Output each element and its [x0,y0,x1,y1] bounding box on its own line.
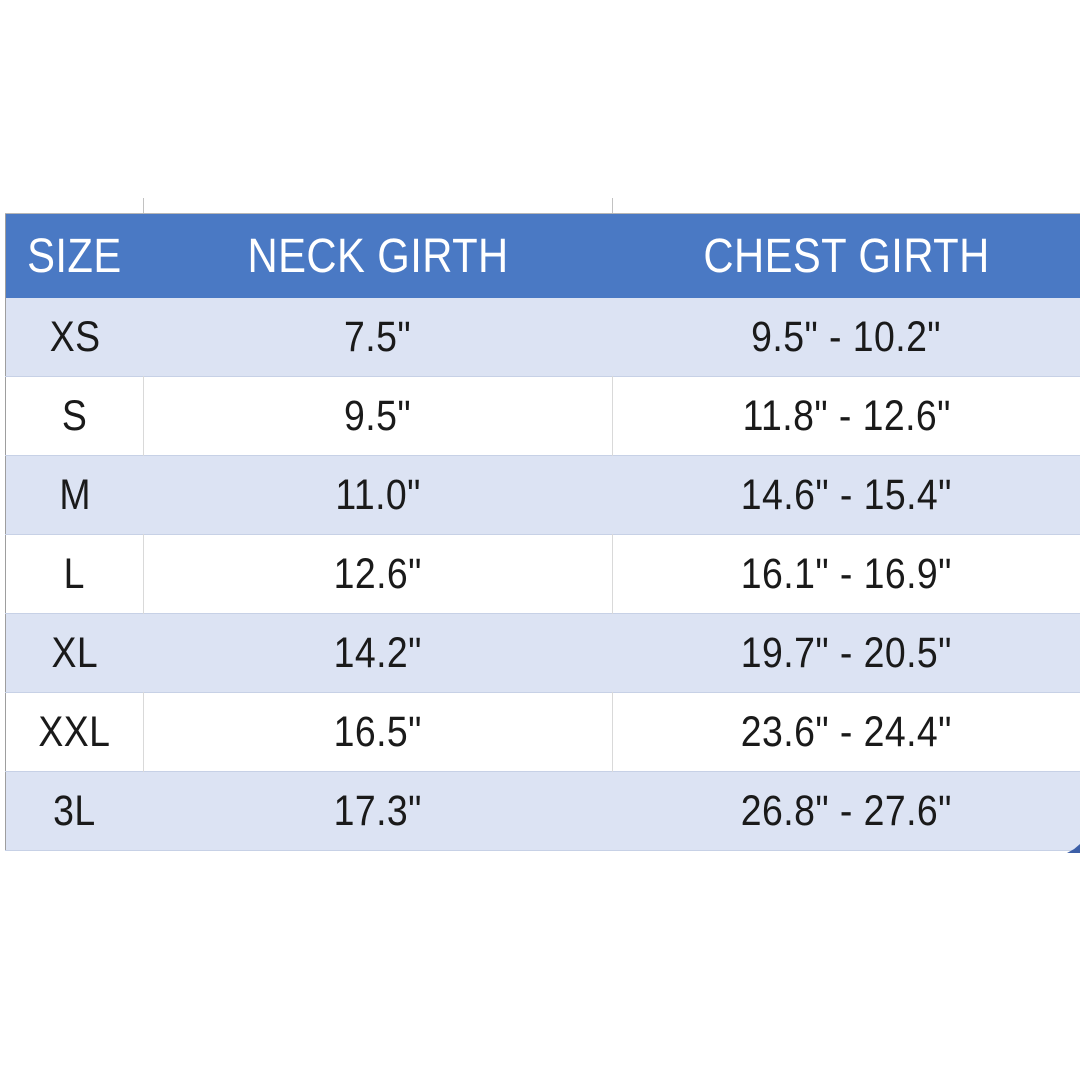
neck-girth-value: 11.0" [335,470,421,519]
chest-girth-cell [613,298,1080,377]
table-row-m [6,456,1080,535]
column-tick-mark [143,198,144,213]
header-neck-girth-label: NECK GIRTH [247,229,509,283]
neck-girth-cell [144,693,613,772]
chest-girth-cell [613,772,1080,851]
neck-girth-value: 12.6" [333,549,423,598]
table-row-xs [6,298,1080,377]
table-row-l [6,535,1080,614]
neck-girth-value: 14.2" [333,628,423,677]
size-cell [6,377,144,456]
header-chest-girth-label: CHEST GIRTH [703,229,990,283]
size-value: L [63,549,86,598]
table-row-xl [6,614,1080,693]
chest-girth-cell [613,456,1080,535]
neck-girth-value: 7.5" [344,312,412,361]
neck-girth-cell [144,298,613,377]
neck-girth-value: 16.5" [333,707,423,756]
chest-girth-value: 9.5" - 10.2" [751,312,942,361]
size-cell [6,535,144,614]
size-value: XXL [38,707,111,756]
size-chart-table [5,213,1080,851]
neck-girth-cell [144,614,613,693]
header-size [6,214,144,299]
column-tick-mark [612,198,613,213]
table-row-s [6,377,1080,456]
size-cell [6,772,144,851]
size-value: M [58,470,91,519]
header-neck-girth [144,214,613,299]
neck-girth-cell [144,377,613,456]
chest-girth-value: 11.8" - 12.6" [742,391,951,440]
chest-girth-value: 26.8" - 27.6" [740,786,953,835]
neck-girth-value: 9.5" [344,391,412,440]
header-row [6,214,1080,299]
chest-girth-cell [613,377,1080,456]
size-value: XS [49,312,101,361]
neck-girth-cell [144,772,613,851]
neck-girth-value: 17.3" [333,786,423,835]
header-size-label: SIZE [27,229,123,283]
chest-girth-value: 19.7" - 20.5" [740,628,953,677]
size-cell [6,614,144,693]
chest-girth-cell [613,693,1080,772]
size-cell [6,456,144,535]
chest-girth-cell [613,614,1080,693]
header-chest-girth [613,214,1080,299]
neck-girth-cell [144,456,613,535]
size-cell [6,298,144,377]
table-row-3l [6,772,1080,851]
size-value: XL [51,628,99,677]
size-value: 3L [53,786,96,835]
size-value: S [61,391,88,440]
chest-girth-cell [613,535,1080,614]
chest-girth-value: 23.6" - 24.4" [741,707,953,756]
neck-girth-cell [144,535,613,614]
table-row-xxl [6,693,1080,772]
chest-girth-value: 14.6" - 15.4" [740,470,953,519]
size-cell [6,693,144,772]
chest-girth-value: 16.1" - 16.9" [741,549,953,598]
